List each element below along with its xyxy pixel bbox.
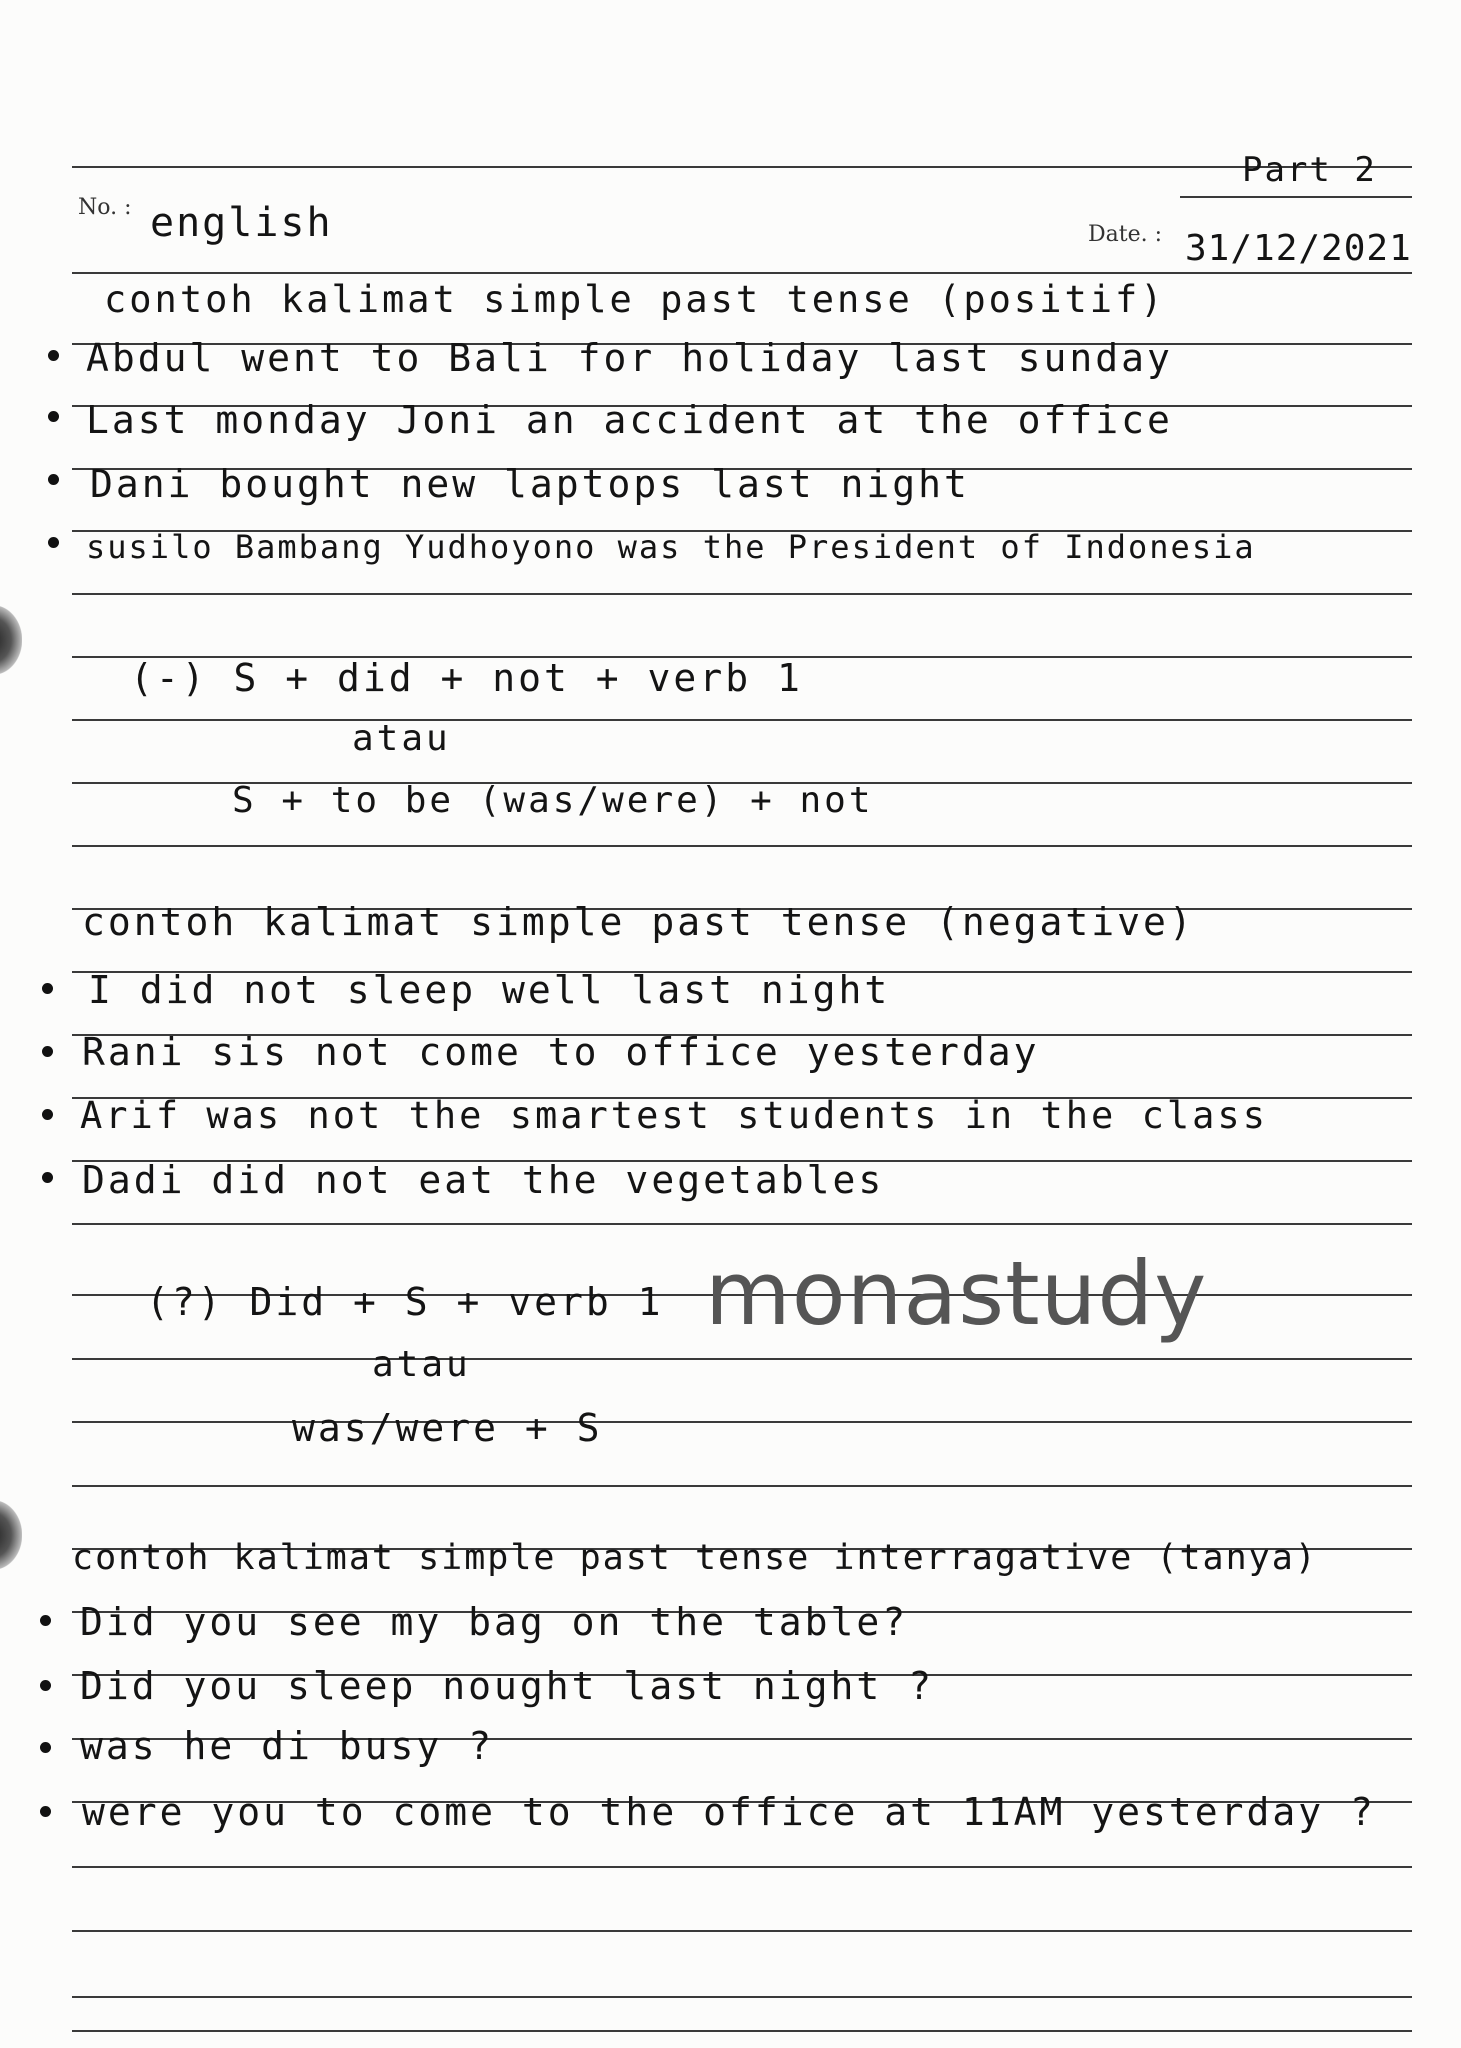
bullet [42,1109,53,1120]
question-item-3: was he di busy ? [80,1724,495,1768]
ruled-line [72,166,1412,168]
question-formula-line1: (?) Did + S + verb 1 [146,1280,664,1324]
question-title: contoh kalimat simple past tense interragative (tanya) [72,1538,1318,1578]
ruled-line [72,1930,1412,1932]
positive-item-4: susilo Bambang Yudhoyono was the President of Indonesia [86,528,1256,566]
negative-formula-line1: (-) S + did + not + verb 1 [130,656,803,700]
negative-item-3: Arif was not the smartest students in the class [80,1094,1268,1137]
date-value: 31/12/2021 [1185,228,1412,269]
negative-formula-line2: S + to be (was/were) + not [232,780,874,821]
bullet [48,537,59,548]
ruled-line [72,1866,1412,1868]
bullet [40,1615,51,1626]
ruled-line [72,1996,1412,1998]
ruled-line [72,845,1412,847]
binder-hole-bottom [0,1500,22,1570]
ruled-line [72,593,1412,595]
question-item-4: were you to come to the office at 11AM yesterday ? [82,1790,1376,1834]
bullet [48,411,59,422]
positive-item-2: Last monday Joni an accident at the office [86,398,1173,442]
no-label: No. : [78,195,132,220]
question-formula-line2: was/were + S [292,1406,603,1450]
bullet [42,1172,53,1183]
bullet [42,1046,53,1057]
positive-item-1: Abdul went to Bali for holiday last sunday [86,336,1173,380]
bullet [40,1742,51,1753]
positive-title: contoh kalimat simple past tense (positif) [104,278,1166,321]
negative-item-1: I did not sleep well last night [88,968,891,1012]
ruled-line [72,1223,1412,1225]
part-label: Part 2 [1242,150,1377,190]
ruled-line [72,719,1412,721]
question-formula-or: atau [372,1344,471,1385]
watermark: monastudy [705,1242,1208,1345]
bullet [42,983,53,994]
date-label: Date. : [1088,222,1163,247]
subject-value: english [150,200,333,246]
question-item-1: Did you see my bag on the table? [80,1600,909,1644]
negative-item-4: Dadi did not eat the vegetables [82,1158,885,1202]
ruled-line [72,1421,1412,1423]
binder-hole-top [0,605,22,675]
ruled-line [72,2030,1412,2032]
bullet [48,474,59,485]
ruled-line [72,1358,1412,1360]
bullet [40,1680,51,1691]
bullet [48,350,59,361]
negative-item-2: Rani sis not come to office yesterday [82,1030,1040,1074]
negative-formula-or: atau [352,718,451,759]
positive-item-3: Dani bought new laptops last night [90,462,970,506]
bullet [40,1806,51,1817]
question-item-2: Did you sleep nought last night ? [80,1664,934,1708]
ruled-line [72,272,1412,274]
ruled-line [72,1485,1412,1487]
negative-title: contoh kalimat simple past tense (negative) [82,900,1195,944]
ruled-line [1180,196,1412,198]
